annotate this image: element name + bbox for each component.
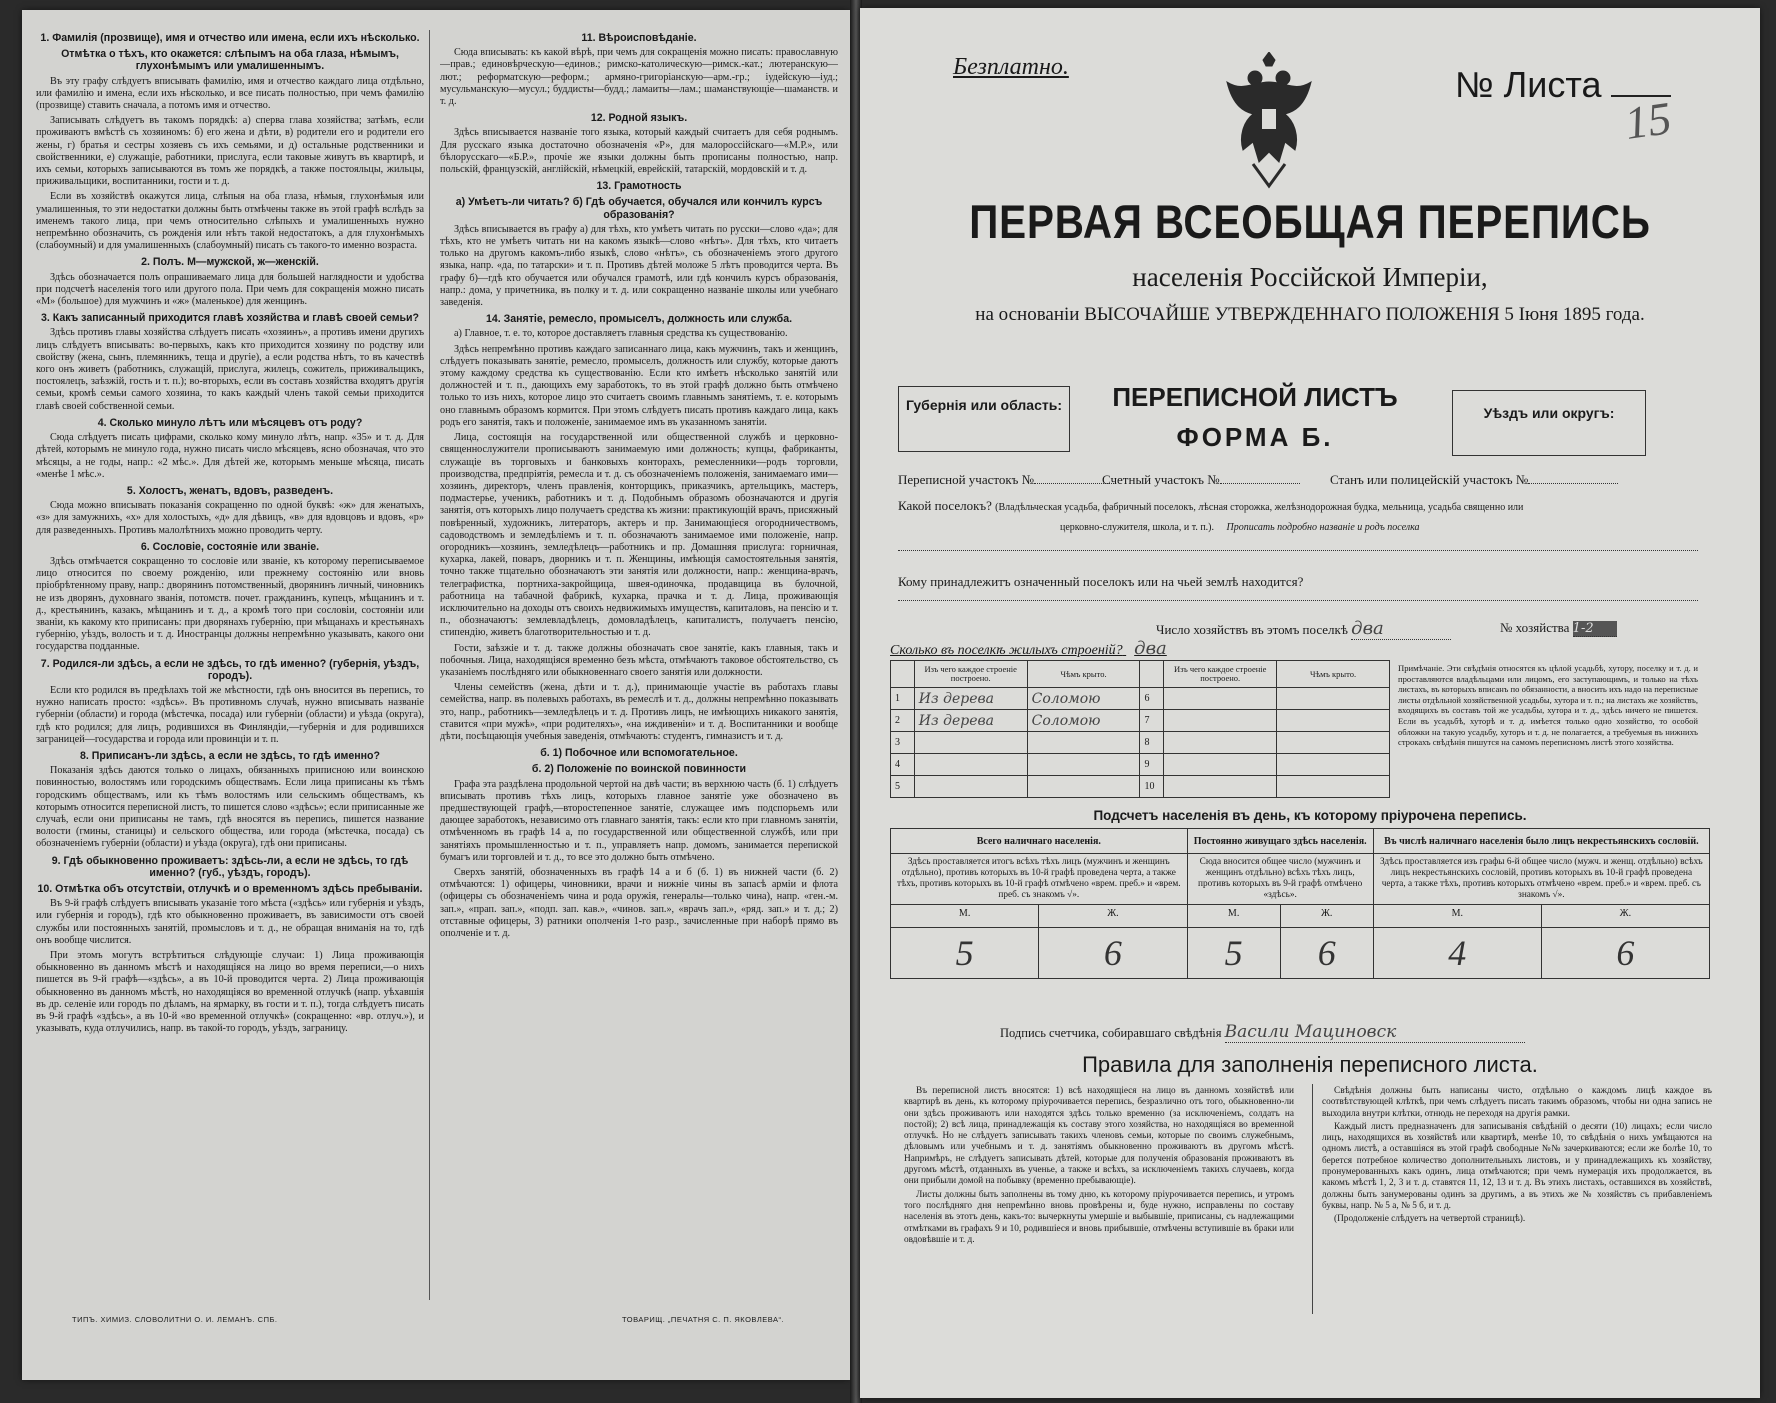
section-heading: 14. Занятіе, ремесло, промыселъ, должность или служба. <box>485 313 793 326</box>
section-heading: 9. Гдѣ обыкновенно проживаетъ: здѣсь-ли, а если не здѣсь, то гдѣ именно? (губ., уѣздъ, городъ). <box>51 854 409 879</box>
uezd-label: Уѣздъ или округъ: <box>1483 405 1615 421</box>
sheet-number-label: № Листа <box>1455 64 1602 105</box>
section-heading: 8. Приписанъ-ли здѣсь, а если не здѣсь, то гдѣ именно? <box>80 749 380 762</box>
permanent-residents-description: Сюда вносится общее число (мужчинъ и женщинъ отдѣльно) всѣхъ тѣхъ лицъ, противъ которыхъ въ 9-й графѣ отмѣчено «здѣсь». <box>1187 854 1373 905</box>
building-material-cell[interactable] <box>914 754 1027 776</box>
households-count[interactable]: Число хозяйствъ въ этомъ поселкѣ два <box>1156 618 1451 640</box>
total-present-female[interactable]: 6 <box>1039 928 1187 979</box>
row-number: 6 <box>1140 688 1164 710</box>
section-heading: 12. Родной языкъ. <box>590 112 688 125</box>
buildings-table <box>890 660 1390 798</box>
building-roof-cell[interactable] <box>1027 776 1140 798</box>
building-material-cell[interactable] <box>1164 732 1277 754</box>
row-number: 2 <box>891 710 915 732</box>
free-label: Безплатно. <box>953 54 1069 80</box>
building-roof-cell[interactable] <box>1277 776 1390 798</box>
paragraph: Сюда можно вписывать показанія сокращенно по одной буквѣ: «ж» для женатыхъ, «з» для замужнихъ, «х» для холостыхъ, «д» для дѣвицъ, «в» для вдовцовъ и вдовъ, «р» для разведенныхъ. Противъ малолѣтнихъ можно проводить черту. <box>36 500 424 536</box>
paragraph: а) Главное, т. е. то, которое доставляетъ главныя средства къ существованію. <box>454 328 788 340</box>
uezd-field[interactable] <box>1452 390 1646 456</box>
section-heading: Отмѣтка о тѣхъ, кто окажется: слѣпымъ на оба глаза, нѣмымъ, глухонѣмымъ или умалишеннымъ. <box>61 48 399 73</box>
building-row <box>891 688 1390 710</box>
total-present-male[interactable]: 5 <box>891 928 1039 979</box>
paragraph: Въ 9-й графѣ слѣдуетъ вписывать указаніе того мѣста («здѣсь» или губернія и уѣздъ, или губернія и городъ), гдѣ кто обыкновенно проживаетъ, въ зависимости отъ своей службы или постоянныхъ занятій, промысловъ и т. д., не обращая вниманія на то, гдѣ онъ вообще числится. <box>36 898 424 946</box>
permanent-female[interactable]: 6 <box>1280 928 1373 979</box>
instructions-column-2 <box>440 28 838 1288</box>
settlement-hint: церковно-служителя, школа, и т. п.). Прописать подробно названіе и родъ поселка <box>1060 522 1420 533</box>
section-heading: 1. Фамилія (прозвище), имя и отчество или имена, если ихъ нѣсколько. <box>40 32 420 44</box>
non-peasant-male[interactable]: 4 <box>1373 928 1541 979</box>
population-count-table: Всего наличнаго населенія. Постоянно живущаго здѣсь населенія. Въ числѣ наличнаго населенія было лицъ некрестьянскихъ сословій. Здѣсь проставляется итогъ всѣхъ тѣхъ лицъ (мужчинъ и женщинъ отдѣльно), противъ которыхъ въ 10-й графѣ проведена черта, а также тѣхъ, противъ которыхъ въ 10-й графѣ отмѣчено «врем. преб.» и «врем. преб. съ знакомъ √». Сюда вносится общее число (мужчинъ и женщинъ отдѣльно) всѣхъ тѣхъ лицъ, противъ которыхъ въ 9-й графѣ отмѣчено «здѣсь». Здѣсь проставляется изъ графы 6-й общее число (мужч. и женщ. отдѣльно) всѣхъ лицъ некрестьянскихъ сословій, противъ которыхъ въ 10-й графѣ проведена черта, а также тѣхъ, противъ которыхъ отмѣчено «врем. преб.» и «врем. преб. съ знакомъ √». М. Ж. М. Ж. М. Ж. 5 6 5 6 4 6 <box>890 828 1710 979</box>
building-material-cell[interactable] <box>1164 710 1277 732</box>
instructions-column-1 <box>36 28 424 1288</box>
building-row <box>891 776 1390 798</box>
form-legal-basis: на основаніи ВЫСОЧАЙШЕ УТВЕРЖДЕННАГО ПОЛОЖЕНІЯ 5 Іюня 1895 года. <box>975 304 1645 325</box>
double-headed-eagle-emblem <box>1223 52 1315 192</box>
building-roof-header-2: Чѣмъ крыто. <box>1277 661 1390 688</box>
paragraph: Въ эту графу слѣдуетъ вписывать фамилію, имя и отчество каждаго лица отдѣльно, или фамилію и имена, если ихъ нѣсколько, и все писать полностью, при чемъ фамилію (прозвище) ставить сначала, а потомъ имя и отчество. <box>36 75 424 112</box>
household-number[interactable]: № хозяйства 1-2 <box>1500 620 1617 637</box>
building-roof-cell[interactable] <box>1027 754 1140 776</box>
section-heading: 13. Грамотность <box>596 180 682 193</box>
dwellings-count[interactable]: Сколько въ поселкѣ жилыхъ строеній? два <box>890 638 1167 659</box>
section-heading: 5. Холостъ, женатъ, вдовъ, разведенъ. <box>126 484 334 497</box>
non-peasant-female[interactable]: 6 <box>1541 928 1709 979</box>
left-page-instructions <box>22 10 850 1380</box>
rules-paragraph: Листы должны быть заполнены въ тому дню, къ которому пріурочивается перепись, и утромъ того послѣдняго дня непремѣнно вновь провѣрены и, буде нужно, исправлены по составу населенія въ этотъ день, какъ-то: вычеркнуты умершіе и выбывшіе, приписаны, съ надлежащими отмѣтками въ графахъ 9 и 10, родившіеся и вновь прибывшіе, отмѣчены вступившіе въ браки или овдовѣвшіе и т. д. <box>904 1189 1294 1245</box>
row-number: 4 <box>891 754 915 776</box>
dwellings-value: два <box>1134 638 1167 659</box>
rules-title: Правила для заполненія переписного листа. <box>1082 1052 1538 1077</box>
rules-divider <box>1312 1084 1313 1314</box>
paragraph: Если кто родился въ предѣлахъ той же мѣстности, гдѣ онъ вносится въ перепись, то нужно написать просто: «здѣсь». Въ противномъ случаѣ, нужно вписывать названіе губерніи (области) и города (мѣстечка, посада) или губерніи (области) и уѣзда (округа), гдѣ кто родился; для лицъ, родившихся въ Финляндіи,—губернія и для родившихся заграницей—государства и города или провинціи и т. п. <box>36 684 424 745</box>
building-roof-cell[interactable] <box>1277 732 1390 754</box>
paragraph: Лица, состоящія на государственной или общественной службѣ и церковно-священнослужители прописываютъ занимаемую ими должность; купцы, фабриканты, служащіе въ торговыхъ и банковыхъ конторахъ, ремесленники—родъ торговли, производства, предпріятія, ремесла и т. д. съ обозначеніемъ положенія, занимаемаго ими—хозяинъ, директоръ, членъ правленія, конторщикъ, приказчикъ, артельщикъ, мастеръ, подмастерье, ученикъ, работникъ и т. д. Подобнымъ образомъ обозначаются и другія занятія, отъ которыхъ лицо получаетъ средства къ жизни: практикующій врачъ, присяжный повѣренный, художникъ, литераторъ, актеръ и пр. Занимающіеся огородничествомъ, садоводствомъ и земледѣліемъ и т. п. обозначаютъ занимаемое ими положеніе, напр. огородникъ—хозяинъ, земледѣлецъ—работникъ и пр. Домашняя прислуга: горничная, кухарка, лакей, поваръ, дворникъ и т. п. Женщины, имѣющія самостоятельныя занятія, точно также тщательно обозначаютъ эти занятія или должности, напр.: женщина-врачъ, телеграфистка, портниха-закройщица, швея-одиночка, продавщица въ булочной, работница на табачной фабрикѣ, кухарка, прачка и т. д. Лица, проживающія исключительно на доходы отъ своихъ недвижимыхъ имуществъ, капиталовъ, на пенсію и т. п., обозначаютъ: землевладѣлецъ, домовладѣлецъ, капиталистъ, получаетъ пенсію, стипендію, живетъ благотворительностью и т. д. <box>440 432 838 639</box>
pencil-annotation: 15 <box>1621 92 1675 149</box>
paragraph: Графа эта раздѣлена продольной чертой на двѣ части; въ верхнюю часть (б. 1) слѣдуетъ вписывать противъ тѣхъ лицъ, которыхъ главное занятіе уже обозначено въ предшествующей графѣ,—второстепенное занятіе, служащее имъ подспорьемъ или дающее заработокъ, независимо отъ главнаго занятія, такъ: если кто при главномъ занятіи, отмѣченномъ въ графѣ 14 а, по государственной или общественной службѣ, или при занятіяхъ промышленностью и т. п., управляетъ напр. домомъ, занимается перепиской бумагъ или торговлей и т. д., то все это должно быть отмѣчено. <box>440 778 838 863</box>
owner-answer-line[interactable] <box>898 600 1698 601</box>
rules-paragraph: Каждый листъ предназначенъ для записыванія свѣдѣній о десяти (10) лицахъ; если число лицъ, находящихся въ хозяйствѣ или квартирѣ, менѣе 10, то свѣдѣнія о нихъ умѣщаются на одномъ листѣ, а оставшіяся въ этой графѣ свободные №№ зачеркиваются; если же болѣе 10, то берется потребное количество дополнительныхъ листовъ, и у принадлежащихъ къ хозяйству, пронумерованныхъ какъ одинъ, лица отмѣчаются; при чемъ нумерація ихъ продолжается, въ какомъ мѣстѣ 1, 2, 3 и т. д. ставятся 11, 12, 13 и т. д. Въ этихъ листахъ, оставшихся въ хозяйствѣ, должны быть занумерованы одинъ за другимъ, а въ этихъ же № хозяйствъ съ прибавленіемъ буквы, напр. № 5 а, № 5 б, и т. д. <box>1322 1121 1712 1211</box>
paragraph: Члены семействъ (жена, дѣти и т. д.), принимающіе участіе въ работахъ главы семейства, напр. въ полевыхъ работахъ, въ ремеслѣ и т. д., должны непремѣнно показывать это, напр., работникъ—земледѣлецъ и т. д. Противъ лицъ, не имѣющихъ никакого занятія, ставится «при мужѣ», «при родителяхъ», «на иждивеніи» и т. д. Воспитанники и вообще дѣти, посѣщающія учебныя заведенія, отмѣчаютъ: студентъ, гимназистъ и т. д. <box>440 682 838 742</box>
paragraph: Здѣсь вписывается въ графу а) для тѣхъ, кто умѣетъ читать по русски—слово «да»; для тѣхъ, кто не умѣетъ читать ни на какомъ языкѣ—слово «нѣтъ». Для тѣхъ, кто читаетъ только на другомъ какомъ-либо языкѣ, слово «нѣтъ», съ обозначеніемъ этого другого языка, напр. «да, по татарски» и т. п. Противъ дѣтей моложе 5 лѣтъ проводится черта. Въ графу б)—гдѣ кто обучается или обучался грамотѣ, или гдѣ кончилъ курсъ образованія, напр.: дома, у причетника, въ полку и т. д. или сокращенно названіе школы или учебнаго заведенія. <box>440 223 838 309</box>
building-material-cell[interactable] <box>1164 776 1277 798</box>
printer-imprint-right: ТОВАРИЩ. „ПЕЧАТНЯ С. П. ЯКОВЛЕВА“. <box>622 1315 785 1324</box>
building-roof-cell[interactable] <box>1277 710 1390 732</box>
building-roof-cell[interactable] <box>1277 754 1390 776</box>
total-present-description: Здѣсь проставляется итогъ всѣхъ тѣхъ лицъ (мужчинъ и женщинъ отдѣльно), противъ которыхъ въ 10-й графѣ проведена черта, а также тѣхъ, противъ которыхъ въ 10-й графѣ отмѣчено «врем. преб.» и «врем. преб. съ знакомъ √». <box>891 854 1188 905</box>
paragraph: Здѣсь непремѣнно противъ каждаго записаннаго лица, какъ мужчинъ, такъ и женщинъ, слѣдуетъ показывать занятіе, ремесло, промыселъ, должность или службу, которые даютъ этому каждому средства къ существованію. Если кто имѣетъ нѣсколько занятій или должностей и т. п., дающихъ ему заработокъ, то въ этой графѣ должно быть отмѣчено только то изъ нихъ, которое лицо это считаетъ своимъ главнымъ занятіемъ, т. е. которымъ оно главнымъ образомъ кормится. При этомъ слѣдуетъ писать противъ каждаго лица, какъ родъ его занятія, такъ и положеніе, занимаемое имъ въ указанномъ занятіи. <box>440 343 838 428</box>
row-number: 3 <box>891 732 915 754</box>
rules-paragraph: Свѣдѣнія должны быть написаны чисто, отдѣльно о каждомъ лицѣ каждое въ соотвѣтствующей клѣткѣ, при чемъ слѣдуетъ писать такимъ образомъ, чтобы ни одна запись не выходила внутри клѣтки, отнюдь не переходя на другія рамки. <box>1322 1086 1712 1119</box>
permanent-residents-header: Постоянно живущаго здѣсь населенія. <box>1187 829 1373 854</box>
paragraph: Здѣсь обозначается полъ опрашиваемаго лица для большей наглядности и удобства при подсчетѣ населенія того или другого пола. При чемъ для сокращенія можно писать «М» (большое) для мужчинъ и «ж» (маленькое) для женщинъ. <box>36 271 424 308</box>
paragraph: Записывать слѣдуетъ въ такомъ порядкѣ: а) сперва глава хозяйства; затѣмъ, если проживаютъ вмѣстѣ съ хозяиномъ: б) его жена и дѣти, в) родители его и родители его жены, г) братья и сестры хозяевъ съ ихъ семьями, и д) остальные родственники и свойственники, е) служащіе, работники, прислуга, если таковые живутъ въ квартирѣ, и ихъ семьи, которыхъ записываются въ томъ же порядкѣ, а также постояльцы, жильцы, приживальщики, воспитанники, гости и т. д. <box>36 115 424 188</box>
section-heading: 7. Родился-ли здѣсь, а если не здѣсь, то гдѣ именно? (губернія, уѣздъ, городъ). <box>40 657 420 682</box>
row-number: 10 <box>1140 776 1164 798</box>
column-divider <box>429 30 430 1300</box>
census-form-page <box>860 8 1760 1398</box>
police-precinct-line[interactable]: Станъ или полицейскій участокъ № <box>1330 472 1618 488</box>
printer-imprint-left: ТИПЪ. ХИМИЗ. СЛОВОЛИТНИ О. И. ЛЕМАНЪ. СПБ. <box>72 1315 278 1324</box>
building-material-header: Изъ чего каждое строеніе построено. <box>914 661 1027 688</box>
section-heading: 10. Отмѣтка объ отсутствіи, отлучкѣ и о временномъ здѣсь пребываніи. <box>37 883 423 895</box>
form-type-title: ФОРМА Б. <box>1176 422 1334 452</box>
section-heading: б. 2) Положеніе по воинской повинности <box>531 763 747 776</box>
row-number: 7 <box>1140 710 1164 732</box>
settlement-question: Какой поселокъ? (Владѣльческая усадьба, фабричный поселокъ, лѣсная сторожка, желѣзнодорожная будка, мельница, усадьба священно или <box>898 498 1524 513</box>
row-number: 9 <box>1140 754 1164 776</box>
paragraph: Здѣсь отмѣчается сокращенно то сословіе или званіе, къ которому переписываемое лицо относится по своему рожденію, или прежнему состоянію или вновь пріобрѣтенному праву, напр.: дворянинъ потомственный, дворянинъ личный, чиновникъ не изъ дворянъ, духовнаго званія, потомств. почет. гражданинъ, купецъ, мѣщанинъ и т. д., крестьянинъ, казакъ, мѣщанинъ и т. д., а кромѣ того при сословіи, состояніи или званіи, къ какому кто приписанъ: при дворянахъ губернію, при мѣщанахъ и крестьянахъ губернію, уѣздъ, волость и т. д. Иностранцы должны непремѣнно указывать, какого они государства подданные. <box>36 555 424 653</box>
paragraph: Сюда вписывать: къ какой вѣрѣ, при чемъ для сокращенія можно писать: православную—прав.; единовѣрческую—единов.; римско-католическую—римск.-кат.; лютеранскую—лют.; реформатскую—реформ.; армяно-григоріанскую—арм.-гр.; іудейскую—іуд.; мусульманскую—мусул.; буддисты—будд.; ламаиты—лам.; шаманствующіе—шаманств. и т. д. <box>440 47 838 108</box>
owner-question: Кому принадлежитъ означенный поселокъ или на чьей землѣ находится? <box>898 574 1304 589</box>
rules-column-1 <box>904 1086 1294 1248</box>
row-number: 5 <box>891 776 915 798</box>
rules-paragraph: (Продолженіе слѣдуетъ на четвертой страницѣ). <box>1334 1214 1526 1225</box>
building-roof-cell[interactable]: Соломою <box>1027 688 1140 710</box>
building-roof-cell[interactable] <box>1277 688 1390 710</box>
building-roof-header: Чѣмъ крыто. <box>1027 661 1140 688</box>
form-subtitle: населенія Россійской Имперіи, <box>1132 262 1488 292</box>
non-peasant-header: Въ числѣ наличнаго населенія было лицъ некрестьянскихъ сословій. <box>1373 829 1709 854</box>
building-row <box>891 754 1390 776</box>
paragraph: Показанія здѣсь даются только о лицахъ, обязанныхъ приписною или воинскою повинностью, волостямъ или городскимъ обществамъ. Если лица приписаны къ тѣмъ городскимъ обществамъ, или къ тѣмъ волостямъ или сельскимъ обществамъ, къ которымъ относится переписной листъ, то пишется слово «здѣсь»; если приписанные же случаѣ, если они приписаны не тамъ, гдѣ вносятся въ перепись, пишется название волости (гмины, станицы) и сельского общества, или города (мѣстечка, посада) съ обозначеніемъ губерніи (области) и уѣзда (округа), гдѣ они приписаны. <box>36 765 424 850</box>
buildings-note: Примѣчаніе. Эти свѣдѣнія относятся къ цѣлой усадьбѣ, хутору, поселку и т. д. и проставляются владѣльцами или лицомъ, его заступающимъ, и только на тѣхъ листахъ, въ которыхъ вписанъ по обязанности, а вносить ихъ надо на переписные листы отдѣльной хозяйственной усадьбы, хутора и т. п.; на листахъ же хозяйствъ, входящихъ въ составъ той же усадьбы, хутора и т. д., здѣсь ничего не пишется. Если въ усадьбѣ, хуторѣ и т. д. имѣется только одно хозяйство, то особой обложки на такую усадьбу, хуторъ и т. д. не полагается, а требуемыя въ нижнихъ строкахъ свѣдѣнія пишутся на самомъ переписномъ листѣ этого хозяйства. <box>1398 663 1698 748</box>
total-present-header: Всего наличнаго населенія. <box>891 829 1188 854</box>
province-label: Губернія или область: <box>905 397 1063 413</box>
paragraph: Если въ хозяйствѣ окажутся лица, слѣпыя на оба глаза, нѣмыя, глухонѣмыя или умалишенныя, то эти недостатки должны быть отмѣчены также въ этой графѣ вслѣдъ за именемъ такого лица, при чемъ относительно слѣпыхъ и умалишенныхъ нужно непремѣнно обозначить, съ рожденія или нѣтъ такой недостатокъ, а для глухонѣмыхъ (слабоумный) и для умалишенныхъ (слабоумный) писать съ такого-то именно возраста. <box>36 191 424 252</box>
section-heading: 6. Сословіе, состояніе или званіе. <box>140 540 320 553</box>
non-peasant-description: Здѣсь проставляется изъ графы 6-й общее число (мужч. и женщ. отдѣльно) всѣхъ лицъ некрестьянскихъ сословій, противъ которыхъ въ 10-й графѣ проведена черта, а также тѣхъ, противъ которыхъ отмѣчено «врем. преб.» и «врем. преб. съ знакомъ √». <box>1373 854 1709 905</box>
signature-value: Васили Мациновск <box>1225 1022 1525 1043</box>
household-number-value: 1-2 <box>1573 621 1617 637</box>
building-material-cell[interactable] <box>1164 754 1277 776</box>
settlement-answer-line[interactable] <box>898 550 1698 551</box>
section-heading: 11. Вѣроисповѣданіе. <box>581 32 697 44</box>
building-row <box>891 710 1390 732</box>
section-heading: 4. Сколько минуло лѣтъ или мѣсяцевъ отъ роду? <box>97 416 363 429</box>
row-number: 8 <box>1140 732 1164 754</box>
paragraph: Здѣсь вписывается названіе того языка, который каждый считаетъ для себя роднымъ. Для русскаго языка достаточно обозначенія «Р», для малороссійскаго—«М.Р.», или бѣлорусскаго—«Б.Р.», прочіе же языки должны быть прописаны полностью, напр. польскій, французскій, англійскій, нѣмецкій, еврейскій, татарскій, мордовскій и т. д. <box>440 127 838 176</box>
paragraph: Гости, заѣзжіе и т. д. также должны обозначать свое занятіе, какъ главныя, такъ и побочныя. Лица, находящіяся временно безъ мѣста, отмѣчаютъ таковое обстоятельство, съ указаніемъ послѣдняго или обыкновеннаго своего занятія или должности. <box>440 642 838 678</box>
building-material-cell[interactable] <box>914 776 1027 798</box>
rules-paragraph: Въ переписной листъ вносятся: 1) всѣ находящіеся на лицо въ данномъ хозяйствѣ или квартирѣ въ день, къ которому пріурочивается перепись, безразлично отъ того, обыкновенно-ли они здѣсь проживаютъ или находятся здѣсь только временно (за исключеніемъ, солдатъ на постой); 2) всѣ лица, принадлежащія къ составу этого хозяйства, но находящіяся во временной отлучкѣ. Но не слѣдуетъ записывать такихъ членовъ семьи, которые по своимъ служебнымъ, дѣловымъ или учебнымъ и т. д. занятіямъ обыкновенно проживаютъ въ другомъ мѣстѣ. Напримѣръ, не слѣдуетъ записывать дѣтей, которые для полученія образованія проживаютъ въ другомъ мѣстѣ, отданныхъ въ ученье, а также и всѣхъ, за исключеніемъ такихъ случаевъ, когда они прибыли домой на побывку (временно пребывающіе). <box>904 1086 1294 1187</box>
building-material-header-2: Изъ чего каждое строеніе построено. <box>1164 661 1277 688</box>
households-value: два <box>1351 618 1451 640</box>
section-heading: б. 1) Побочное или вспомогательное. <box>540 747 738 760</box>
section-heading: 3. Какъ записанный приходится главѣ хозяйства и главѣ своей семьи? <box>40 312 420 325</box>
enumerator-signature[interactable]: Подпись счетчика, собиравшаго свѣдѣнія Васили Мациновск <box>1000 1022 1525 1043</box>
census-sheet-title: ПЕРЕПИСНОЙ ЛИСТЪ <box>1112 382 1398 412</box>
building-material-cell[interactable] <box>914 732 1027 754</box>
census-district-line[interactable]: Переписной участокъ № <box>898 472 1114 488</box>
building-roof-cell[interactable]: Соломою <box>1027 710 1140 732</box>
paragraph: Сверхъ занятій, обозначенныхъ въ графѣ 14 а и б (б. 1) въ нижней части (б. 2) отмѣчаются: 1) офицеры, чиновники, врачи и нижніе чины въ запасѣ арміи и флота (офицеры съ обозначеніемъ чина и рода оружія, генералы—только чина), напр. «ген.-м. зап.», «прап. зап.», «подп. зап. кав.», «чинов. зап.», «врачъ зап.», «ряд. зап.» и т. д.; 2) отставные офицеры, 3) ратники ополченія 1-го разр., зачисленные при наборѣ прямо въ ополченіе и т. д. <box>440 867 838 940</box>
paragraph: Сюда слѣдуетъ писать цифрами, сколько кому минуло лѣтъ, напр. «35» и т. д. Для дѣтей, которымъ не минуло года, нужно писать число мѣсяцевъ, ясно обозначая, что это мѣсяцы, а не годы, напр.: «2 мѣс.». Для дѣтей же, которымъ меньше мѣсяца, писать «менѣе 1 мѣс.». <box>36 432 424 480</box>
building-roof-cell[interactable] <box>1027 732 1140 754</box>
building-row <box>891 732 1390 754</box>
row-number: 1 <box>891 688 915 710</box>
counting-district-line[interactable]: Счетный участокъ № <box>1102 472 1300 488</box>
permanent-male[interactable]: 5 <box>1187 928 1280 979</box>
paragraph: Здѣсь противъ главы хозяйства слѣдуетъ писать «хозяинъ», а противъ имени другихъ лицъ слѣдуетъ вписывать: во-первыхъ, какъ кто приходится хозяину по родству или свойству (жена, сынъ, племянникъ, теща и другіе), а если родства нѣтъ, то въ качествѣ кого онъ живетъ (работникъ, служащій, прислуга, жилецъ, сожитель, приживальщикъ, постоялецъ, заѣзжій, гость и т. п.); во-вторыхъ, если въ составъ хозяйства входятъ другія семьи, кромѣ семьи самого хозяина, то какъ каждый членъ такой семьи приходится главѣ своей собственной семьи. <box>36 327 424 412</box>
building-material-cell[interactable] <box>1164 688 1277 710</box>
building-material-cell[interactable]: Из дерева <box>914 710 1027 732</box>
section-heading: 2. Полъ. М—мужской, ж—женскій. <box>141 256 319 269</box>
building-material-cell[interactable]: Из дерева <box>914 688 1027 710</box>
section-heading: а) Умѣетъ-ли читать? б) Гдѣ обучается, обучался или кончилъ курсъ образованія? <box>455 196 823 221</box>
rules-column-2 <box>1322 1086 1712 1228</box>
paragraph: При этомъ могутъ встрѣтиться слѣдующіе случаи: 1) Лица проживающія обыкновенно въ данномъ мѣстѣ и находящіяся на лицо во время переписи,—о нихъ пишется въ 9-й графѣ—«здѣсь», а въ 10-й проводится черта. 2) Лица проживающія обыкновенно въ данномъ мѣстѣ, но находящіяся во временной отлучкѣ (напр. уѣхавшія въ др. селеніе или городъ по дѣламъ, на ярмарку, въ гости и т. п.), тогда слѣдуетъ писать въ 9-й графѣ «здѣсь», а въ 10-й «во временной отлучкѣ» (сокращенно: «вр. отлуч.»), и указывать, куда отлучились, напр. въ такой-то городъ, уѣздъ, заграницу. <box>36 950 424 1035</box>
population-count-title: Подсчетъ населенія въ день, къ которому пріурочена перепись. <box>1093 808 1527 823</box>
form-main-title: ПЕРВАЯ ВСЕОБЩАЯ ПЕРЕПИСЬ <box>969 195 1651 248</box>
